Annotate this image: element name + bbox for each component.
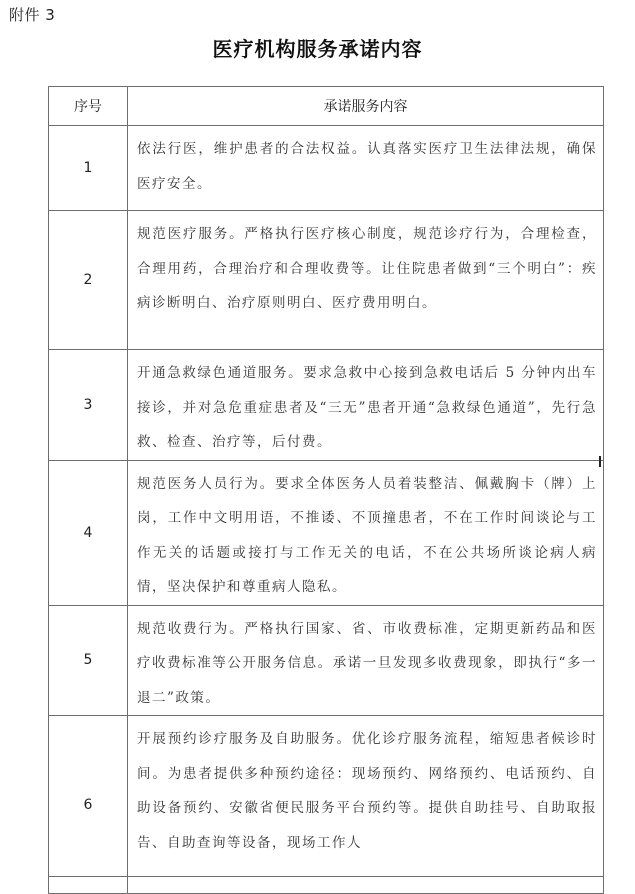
row-seq: 2 <box>49 211 128 350</box>
row-content: 规范医务人员行为。要求全体医务人员着装整洁、佩戴胸卡（牌）上岗，工作中文明用语，不推诿、不顶撞患者，不在工作时间谈论与工作无关的话题或接打与工作无关的电话，不在公共场所谈论病人病情，坚决保护和尊重病人隐私。 <box>128 460 604 605</box>
row-seq: 5 <box>49 605 128 716</box>
cursor-mark <box>599 456 601 467</box>
header-seq: 序号 <box>49 87 128 126</box>
row-content: 开通急救绿色通道服务。要求急救中心接到急救电话后 5 分钟内出车接诊，并对急危重症患者及“三无”患者开通“急救绿色通道”，先行急救、检查、治疗等，后付费。 <box>128 350 604 461</box>
row-seq: 3 <box>49 350 128 461</box>
row-seq: 4 <box>49 460 128 605</box>
table-row <box>49 716 604 894</box>
table-row <box>49 350 604 461</box>
table-row <box>49 460 604 605</box>
row-content: 开展预约诊疗服务及自助服务。优化诊疗服务流程，缩短患者候诊时间。为患者提供多种预约途径：现场预约、网络预约、电话预约、自助设备预约、安徽省便民服务平台预约等。提供自助挂号、自助取报告、自助查询等设备，现场工作人 <box>128 716 604 894</box>
page-title: 医疗机构服务承诺内容 <box>212 37 423 61</box>
row-content: 依法行医，维护患者的合法权益。认真落实医疗卫生法律法规，确保医疗安全。 <box>128 126 604 211</box>
table-row <box>49 605 604 716</box>
row-content: 规范收费行为。严格执行国家、省、市收费标准，定期更新药品和医疗收费标准等公开服务信息。承诺一旦发现多收费现象，即执行“多一退二”政策。 <box>128 605 604 716</box>
commitment-table <box>48 86 604 894</box>
row-seq: 1 <box>49 126 128 211</box>
bottom-rule <box>48 876 603 877</box>
row-content: 规范医疗服务。严格执行医疗核心制度，规范诊疗行为，合理检查，合理用药，合理治疗和合理收费等。让住院患者做到“三个明白”：疾病诊断明白、治疗原则明白、医疗费用明白。 <box>128 211 604 350</box>
attachment-label: 附件 3 <box>9 6 56 24</box>
table-row <box>49 211 604 350</box>
table-header-row <box>49 87 604 126</box>
header-content: 承诺服务内容 <box>128 87 604 126</box>
table-row <box>49 126 604 211</box>
row-seq: 6 <box>49 716 128 894</box>
